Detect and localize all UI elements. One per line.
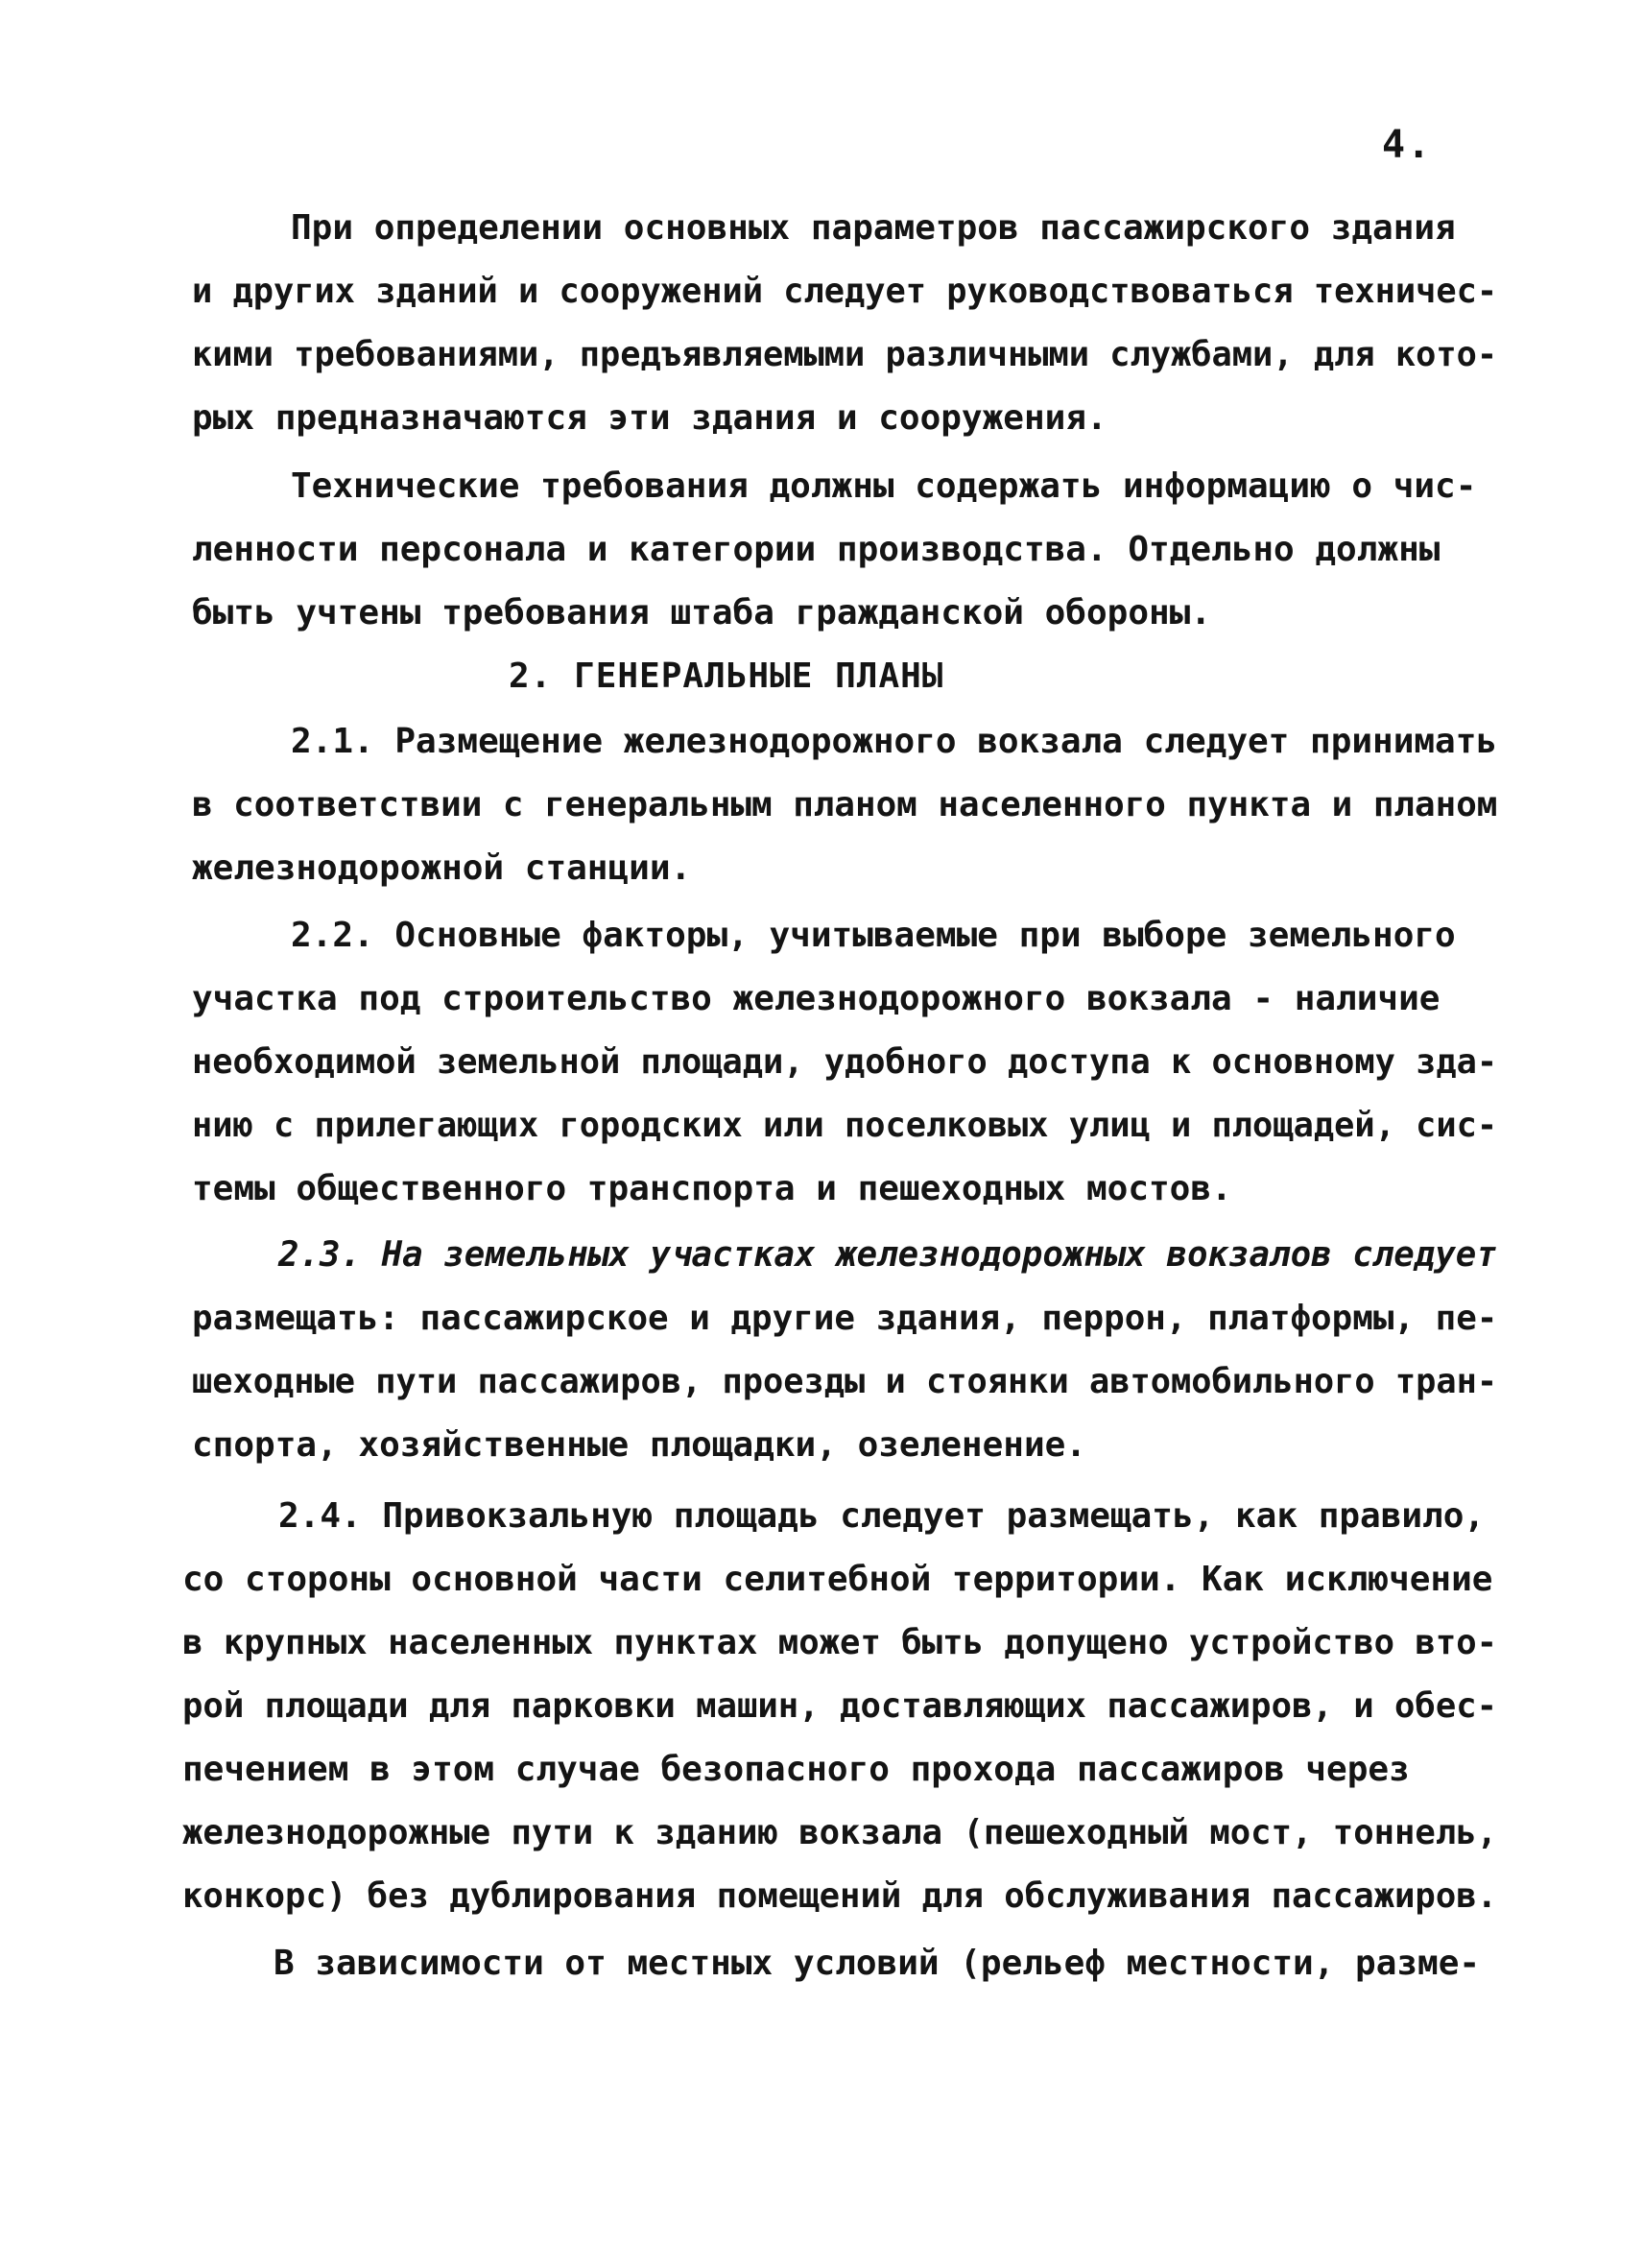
paragraph-2-line-1: Технические требования должны содержать информацию о чис- [291,466,1477,506]
paragraph-1-line-2: и других зданий и сооружений следует руководствоваться техничес- [192,272,1498,311]
clause-2-1-line-3: железнодорожной станции. [192,848,692,888]
clause-2-1-line-1: 2.1. Размещение железнодорожного вокзала следует принимать [291,722,1498,761]
clause-2-2-line-4: нию с прилегающих городских или поселковых улиц и площадей, сис- [192,1106,1498,1145]
clause-2-3-line-3: шеходные пути пассажиров, проезды и стоянки автомобильного тран- [192,1362,1498,1401]
paragraph-1-line-3: кими требованиями, предъявляемыми различными службами, для кото- [192,335,1498,374]
paragraph-1-line-4: рых предназначаются эти здания и сооружения. [192,398,1107,438]
clause-2-4-line-5: печением в этом случае безопасного прохода пассажиров через [182,1750,1410,1789]
clause-2-2-line-5: темы общественного транспорта и пешеходных мостов. [192,1169,1232,1208]
clause-2-1-line-2: в соответствии с генеральным планом населенного пункта и планом [192,785,1498,824]
clause-2-3-line-2: размещать: пассажирское и другие здания, перрон, платформы, пе- [192,1299,1498,1338]
clause-2-4-line-3: в крупных населенных пунктах может быть допущено устройство вто- [182,1623,1498,1662]
paragraph-2-line-2: ленности персонала и категории производства. Отдельно должны [192,530,1441,569]
page-number: 4. [1382,123,1433,167]
paragraph-1-line-1: При определении основных параметров пассажирского здания [291,208,1456,248]
clause-2-2-line-1: 2.2. Основные факторы, учитываемые при выборе земельного [291,916,1456,955]
clause-2-4-line-4: рой площади для парковки машин, доставляющих пассажиров, и обес- [182,1686,1498,1726]
clause-2-2-line-3: необходимой земельной площади, удобного доступа к основному зда- [192,1042,1498,1082]
clause-2-4-line-7: конкорс) без дублирования помещений для обслуживания пассажиров. [182,1876,1498,1916]
clause-2-3-line-4: спорта, хозяйственные площадки, озеленение. [192,1425,1086,1465]
clause-2-4-line-2: со стороны основной части селитебной территории. Как исключение [182,1560,1493,1599]
paragraph-final-line-1: В зависимости от местных условий (рельеф местности, разме- [274,1944,1481,1983]
clause-2-4-line-1: 2.4. Привокзальную площадь следует размещать, как правило, [278,1496,1486,1536]
clause-2-2-line-2: участка под строительство железнодорожного вокзала - наличие [192,979,1441,1018]
clause-2-3-line-1: 2.3. На земельных участках железнодорожных вокзалов следует [278,1235,1497,1275]
section-heading: 2. ГЕНЕРАЛЬНЫЕ ПЛАНЫ [509,657,944,696]
clause-2-4-line-6: железнодорожные пути к зданию вокзала (пешеходный мост, тоннель, [182,1813,1498,1852]
paragraph-2-line-3: быть учтены требования штаба гражданской обороны. [192,593,1212,633]
